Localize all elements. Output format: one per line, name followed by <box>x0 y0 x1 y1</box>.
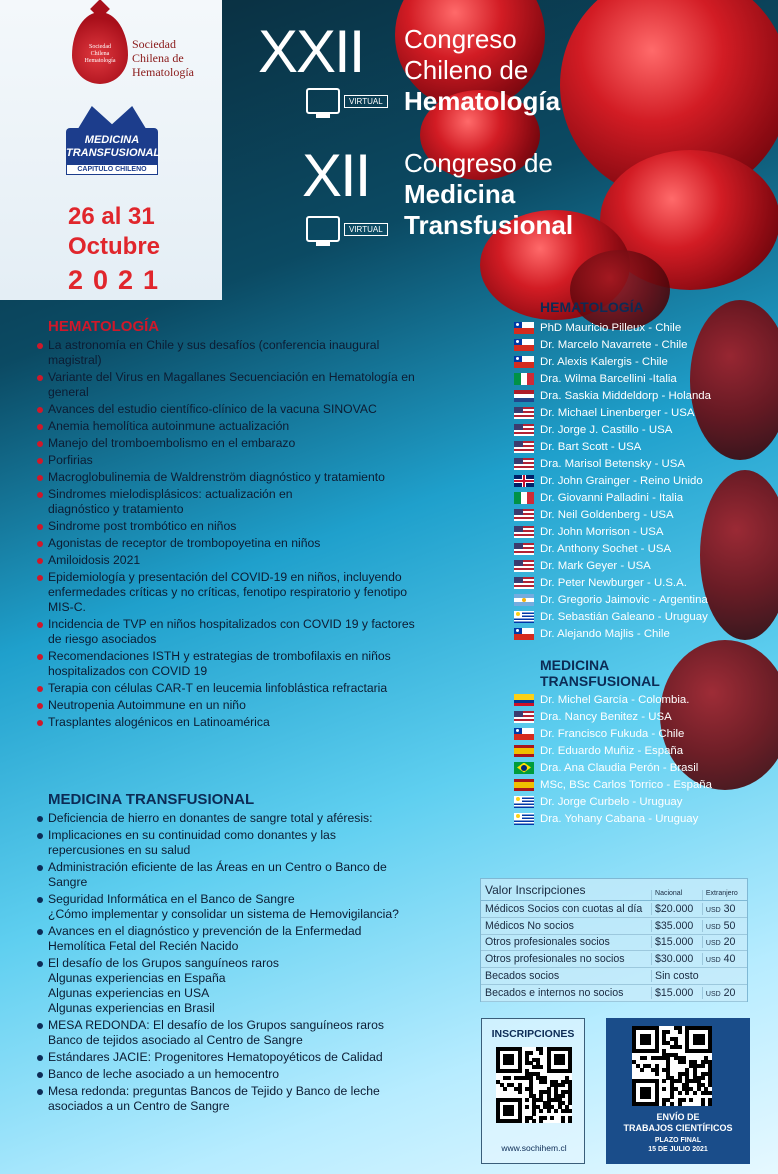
speaker-item <box>514 625 774 642</box>
topic-text: El desafío de los Grupos sanguíneos raros <box>48 956 280 970</box>
topic-item <box>36 892 456 922</box>
congress1-roman: XXII <box>258 18 364 85</box>
topic-item <box>36 828 456 858</box>
chile-flag-icon <box>514 322 534 334</box>
topic-item <box>36 811 456 826</box>
chile-flag-icon <box>514 628 534 640</box>
spain-flag-icon <box>514 745 534 757</box>
colombia-flag-icon <box>514 694 534 706</box>
fees-header: Valor Inscripciones Nacional Extranjero <box>481 879 747 901</box>
topic-text: Mesa redonda: preguntas Bancos de Tejido y Banco de leche <box>48 1084 380 1098</box>
fee-extranjero: USD 30 <box>702 903 743 915</box>
topic-item <box>36 698 456 713</box>
usa-flag-icon <box>514 560 534 572</box>
topic-text: Sangre <box>48 875 88 889</box>
speaker-item <box>514 370 774 387</box>
fee-row <box>481 951 747 968</box>
fee-row <box>481 985 747 1002</box>
topic-text: magistral) <box>48 353 102 367</box>
fee-label: Médicos Socios con cuotas al día <box>485 902 643 915</box>
fee-extranjero: USD 20 <box>702 936 743 948</box>
brazil-flag-icon <box>514 762 534 774</box>
topic-item <box>36 453 456 468</box>
topic-text: Hemolítica Fetal del Recién Nacido <box>48 939 239 953</box>
topic-item <box>36 370 456 400</box>
topic-text: Administración eficiente de las Áreas en un Centro o Banco de <box>48 860 387 874</box>
medicina-transfusional-logo: MEDICINA TRANSFUSIONAL CAPITULO CHILENO <box>66 106 158 174</box>
usa-flag-icon <box>514 424 534 436</box>
topic-text: Porfirias <box>48 453 93 467</box>
speaker-name: Dr. John Grainger - Reino Unido <box>540 474 703 487</box>
speaker-name: Dr. Alexis Kalergis - Chile <box>540 355 668 368</box>
usa-flag-icon <box>514 407 534 419</box>
topic-item <box>36 924 456 954</box>
topic-text: repercusiones en su salud <box>48 843 191 857</box>
speaker-item <box>514 319 774 336</box>
speaker-item <box>514 725 774 742</box>
speaker-name: Dr. Alejando Majlis - Chile <box>540 627 670 640</box>
speakers-title: MEDICINA TRANSFUSIONAL <box>540 657 660 689</box>
topic-text: La astronomía en Chile y sus desafíos (conferencia inaugural <box>48 338 380 352</box>
speaker-name: Dra. Yohany Cabana - Uruguay <box>540 812 699 825</box>
usa-flag-icon <box>514 577 534 589</box>
topic-text: Epidemiología y presentación del COVID-19 en niños, incluyendo <box>48 570 402 584</box>
topic-item <box>36 570 456 615</box>
virtual-screen-icon <box>306 216 340 242</box>
topic-item <box>36 436 456 451</box>
topic-text: Variante del Virus en Magallanes Secuenciación en Hematología en <box>48 370 415 384</box>
argentina-flag-icon <box>514 594 534 606</box>
topic-text: Seguridad Informática en el Banco de Sangre <box>48 892 295 906</box>
topic-text: Amiloidosis 2021 <box>48 553 141 567</box>
topic-item <box>36 419 456 434</box>
speaker-name: Dr. Jorge J. Castillo - USA <box>540 423 673 436</box>
topic-item <box>36 402 456 417</box>
topic-text: Macroglobulinemia de Waldrenström diagnóstico y tratamiento <box>48 470 385 484</box>
topic-item <box>36 681 456 696</box>
speaker-item <box>514 523 774 540</box>
topic-item <box>36 536 456 551</box>
topic-item <box>36 1018 456 1048</box>
speaker-item <box>514 708 774 725</box>
speaker-item <box>514 404 774 421</box>
topic-text: general <box>48 385 89 399</box>
topic-item <box>36 1067 456 1082</box>
topic-item <box>36 487 456 517</box>
topic-text: Sindrome post trombótico en niños <box>48 519 237 533</box>
fee-extranjero: USD 50 <box>702 920 743 932</box>
fee-nacional: $30.000 <box>651 953 702 965</box>
speaker-name: Dr. Michel García - Colombia. <box>540 693 690 706</box>
medicina-speakers <box>514 657 774 827</box>
topic-item <box>36 338 456 368</box>
uk-flag-icon <box>514 475 534 487</box>
fees-table <box>480 878 748 1002</box>
speaker-name: PhD Mauricio Pilleux - Chile <box>540 321 682 334</box>
italy-flag-icon <box>514 492 534 504</box>
speaker-item <box>514 489 774 506</box>
speaker-name: Dr. Giovanni Palladini - Italia <box>540 491 684 504</box>
topic-text: ¿Cómo implementar y consolidar un sistema de Hemovigilancia? <box>48 907 399 921</box>
topic-text: Algunas experiencias en USA <box>48 986 210 1000</box>
topic-item <box>36 956 456 1016</box>
society-logo-text: Hematología <box>84 58 116 65</box>
chile-flag-icon <box>514 728 534 740</box>
speaker-item <box>514 608 774 625</box>
topic-text: Estándares JACIE: Progenitores Hematopoyéticos de Calidad <box>48 1050 383 1064</box>
topic-text: Algunas experiencias en España <box>48 971 226 985</box>
topic-item <box>36 553 456 568</box>
speaker-item <box>514 506 774 523</box>
fee-row <box>481 935 747 952</box>
logo-panel <box>0 0 222 300</box>
envio-deadline: PLAZO FINAL 15 DE JULIO 2021 <box>648 1137 708 1153</box>
fee-label: Becados socios <box>485 970 560 983</box>
speaker-name: Dra. Saskia Middeldorp - Holanda <box>540 389 711 402</box>
speaker-item <box>514 574 774 591</box>
fee-extranjero: USD 20 <box>702 987 743 999</box>
usa-flag-icon <box>514 458 534 470</box>
speaker-item <box>514 421 774 438</box>
fee-row <box>481 968 747 985</box>
virtual-badge: VIRTUAL <box>306 216 388 242</box>
fee-nacional: $35.000 <box>651 920 702 932</box>
topic-text: Incidencia de TVP en niños hospitalizados con COVID 19 y factores <box>48 617 415 631</box>
speaker-item <box>514 455 774 472</box>
topic-item <box>36 617 456 647</box>
chile-flag-icon <box>514 356 534 368</box>
congress1-title: Congreso Chileno de Hematología <box>404 24 561 116</box>
topic-text: hospitalizados con COVID 19 <box>48 664 208 678</box>
speaker-item <box>514 540 774 557</box>
italy-flag-icon <box>514 373 534 385</box>
fee-nacional: Sin costo <box>651 970 702 982</box>
chile-flag-icon <box>514 339 534 351</box>
congress2-title: Congreso de Medicina Transfusional <box>404 148 574 240</box>
speaker-name: Dra. Marisol Betensky - USA <box>540 457 685 470</box>
topic-text: de riesgo asociados <box>48 632 157 646</box>
topic-item <box>36 519 456 534</box>
topic-text: MESA REDONDA: El desafío de los Grupos sanguíneos raros <box>48 1018 384 1032</box>
topic-text: MIS-C. <box>48 600 86 614</box>
speaker-name: Dra. Ana Claudia Perón - Brasil <box>540 761 699 774</box>
envio-trabajos-box[interactable] <box>606 1018 750 1164</box>
fee-extranjero: USD 40 <box>702 953 743 965</box>
netherlands-flag-icon <box>514 390 534 402</box>
fee-label: Otros profesionales no socios <box>485 953 625 966</box>
topic-text: Manejo del tromboembolismo en el embarazo <box>48 436 296 450</box>
congress2-roman: XII <box>302 142 370 209</box>
society-name: Sociedad Chilena de Hematología <box>132 37 194 79</box>
speaker-item <box>514 759 774 776</box>
hematologia-speakers <box>514 299 774 642</box>
uruguay-flag-icon <box>514 611 534 623</box>
topic-text: Sindromes mielodisplásicos: actualización en <box>48 487 293 501</box>
inscripciones-qr-code[interactable] <box>496 1047 572 1123</box>
speaker-item <box>514 793 774 810</box>
topic-text: Banco de leche asociado a un hemocentro <box>48 1067 280 1081</box>
fee-row <box>481 901 747 918</box>
society-logo-text: Chilena <box>90 51 110 58</box>
fee-row <box>481 918 747 935</box>
society-logo <box>72 12 128 84</box>
topic-text: Neutropenia Autoimmune en un niño <box>48 698 246 712</box>
speaker-name: Dr. Jorge Curbelo - Uruguay <box>540 795 683 808</box>
speaker-name: Dr. Peter Newburger - U.S.A. <box>540 576 687 589</box>
topic-text: Recomendaciones ISTH y estrategias de trombofilaxis en niños <box>48 649 391 663</box>
topic-text: Deficiencia de hierro en donantes de sangre total y aféresis: <box>48 811 373 825</box>
speaker-name: Dr. Neil Goldenberg - USA <box>540 508 674 521</box>
topic-text: diagnóstico y tratamiento <box>48 502 184 516</box>
speaker-name: Dr. Sebastián Galeano - Uruguay <box>540 610 708 623</box>
topic-text: asociados a un Centro de Sangre <box>48 1099 230 1113</box>
speaker-item <box>514 472 774 489</box>
usa-flag-icon <box>514 526 534 538</box>
topic-item <box>36 715 456 730</box>
topic-item <box>36 1084 456 1114</box>
envio-qr-code[interactable] <box>632 1026 712 1106</box>
speaker-item <box>514 691 774 708</box>
inscripciones-title: INSCRIPCIONES <box>491 1028 575 1040</box>
virtual-screen-icon <box>306 88 340 114</box>
usa-flag-icon <box>514 543 534 555</box>
society-logo-text: Sociedad <box>89 44 111 50</box>
topic-text: Avances del estudio científico-clínico de la vacuna SINOVAC <box>48 402 377 416</box>
topic-text: Terapia con células CAR-T en leucemia linfoblástica refractaria <box>48 681 388 695</box>
section-title: HEMATOLOGÍA <box>48 318 160 335</box>
uruguay-flag-icon <box>514 796 534 808</box>
speaker-name: Dr. Michael Linenberger - USA <box>540 406 695 419</box>
usa-flag-icon <box>514 509 534 521</box>
medicina-topics <box>36 791 456 1116</box>
speaker-item <box>514 557 774 574</box>
fee-label: Médicos No socios <box>485 919 574 932</box>
speaker-name: Dr. Anthony Sochet - USA <box>540 542 672 555</box>
fee-label: Otros profesionales socios <box>485 936 610 949</box>
speaker-name: Dra. Nancy Benitez - USA <box>540 710 672 723</box>
fee-label: Becados e internos no socios <box>485 986 624 999</box>
section-title: MEDICINA TRANSFUSIONAL <box>48 791 255 808</box>
speaker-name: Dra. Wilma Barcellini -Italia <box>540 372 677 385</box>
fee-nacional: $15.000 <box>651 987 702 999</box>
speaker-name: Dr. Bart Scott - USA <box>540 440 642 453</box>
speaker-name: MSc, BSc Carlos Torrico - España <box>540 778 712 791</box>
speaker-item <box>514 387 774 404</box>
topic-text: Algunas experiencias en Brasil <box>48 1001 215 1015</box>
speaker-item <box>514 336 774 353</box>
speakers-title: HEMATOLOGÍA <box>540 299 644 315</box>
topic-item <box>36 1050 456 1065</box>
speaker-item <box>514 742 774 759</box>
uruguay-flag-icon <box>514 813 534 825</box>
fee-nacional: $15.000 <box>651 936 702 948</box>
topic-text: Banco de tejidos asociado al Centro de Sangre <box>48 1033 303 1047</box>
speaker-name: Dr. Mark Geyer - USA <box>540 559 651 572</box>
envio-title: ENVÍO DE TRABAJOS CIENTÍFICOS <box>623 1112 733 1133</box>
topic-text: Implicaciones en su continuidad como donantes y las <box>48 828 336 842</box>
inscripciones-box[interactable] <box>481 1018 585 1164</box>
event-dates: 26 al 31 Octubre 2021 <box>68 203 169 295</box>
topic-text: Anemia hemolítica autoinmune actualización <box>48 419 290 433</box>
usa-flag-icon <box>514 711 534 723</box>
virtual-badge: VIRTUAL <box>306 88 388 114</box>
speaker-name: Dr. Eduardo Muñiz - España <box>540 744 684 757</box>
speaker-name: Dr. Francisco Fukuda - Chile <box>540 727 685 740</box>
speaker-name: Dr. John Morrison - USA <box>540 525 664 538</box>
topic-text: Agonistas de receptor de trombopoyetina en niños <box>48 536 321 550</box>
speaker-item <box>514 776 774 793</box>
fee-nacional: $20.000 <box>651 903 702 915</box>
topic-item <box>36 649 456 679</box>
topic-text: Trasplantes alogénicos en Latinoamérica <box>48 715 270 729</box>
usa-flag-icon <box>514 441 534 453</box>
speaker-item <box>514 353 774 370</box>
speaker-name: Dr. Gregorio Jaimovic - Argentina <box>540 593 708 606</box>
speaker-item <box>514 810 774 827</box>
speaker-item <box>514 438 774 455</box>
topic-item <box>36 860 456 890</box>
topic-text: Avances en el diagnóstico y prevención de la Enfermedad <box>48 924 362 938</box>
spain-flag-icon <box>514 779 534 791</box>
hematologia-topics <box>36 318 456 732</box>
speaker-name: Dr. Marcelo Navarrete - Chile <box>540 338 688 351</box>
topic-text: enfermedades críticas y no críticas, fenotipo respiratorio y fenotipo <box>48 585 408 599</box>
speaker-item <box>514 591 774 608</box>
inscripciones-url[interactable]: www.sochihem.cl <box>501 1143 567 1153</box>
topic-item <box>36 470 456 485</box>
